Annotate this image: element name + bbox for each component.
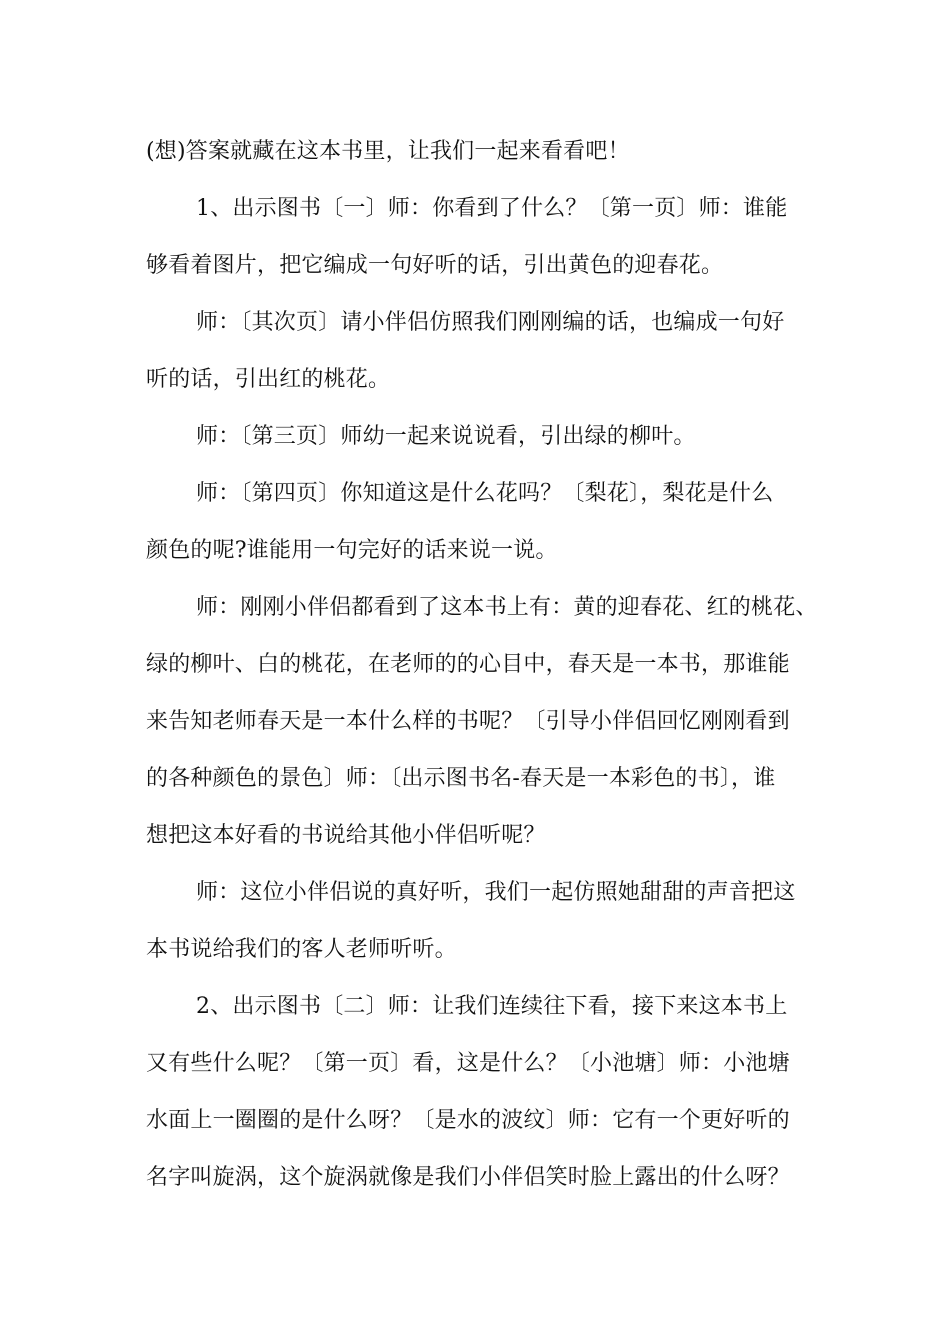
text-line: 本书说给我们的客人老师听听。 — [146, 937, 457, 962]
text-line: 又有些什么呢？〔第一页〕看，这是什么？〔小池塘〕师：小池塘 — [146, 1051, 790, 1076]
text-line: 师：〔其次页〕请小伴侣仿照我们刚刚编的话，也编成一句好 — [196, 310, 785, 335]
text-line: 想把这本好看的书说给其他小伴侣听呢？ — [146, 823, 546, 848]
text-line: 的各种颜色的景色〕师：〔出示图书名-春天是一本彩色的书〕，谁 — [146, 766, 776, 791]
text-line: 够看着图片，把它编成一句好听的话，引出黄色的迎春花。 — [146, 253, 724, 278]
text-line: 师：刚刚小伴侣都看到了这本书上有：黄的迎春花、红的桃花、 — [196, 595, 818, 620]
text-line: 绿的柳叶、白的桃花，在老师的的心目中，春天是一本书，那谁能 — [146, 652, 790, 677]
text-line: 师：〔第四页〕你知道这是什么花吗？〔梨花〕，梨花是什么 — [196, 481, 774, 506]
text-line: 听的话，引出红的桃花。 — [146, 367, 391, 392]
text-line: (想)答案就藏在这本书里，让我们一起来看看吧！ — [146, 139, 630, 164]
text-line: 师：〔第三页〕师幼一起来说说看，引出绿的柳叶。 — [196, 424, 696, 449]
text-line: 名字叫旋涡，这个旋涡就像是我们小伴侣笑时脸上露出的什么呀？ — [146, 1165, 790, 1190]
text-line: 1、出示图书〔一〕师：你看到了什么？〔第一页〕师：谁能 — [196, 196, 788, 221]
text-line: 2、出示图书〔二〕师：让我们连续往下看，接下来这本书上 — [196, 994, 788, 1019]
text-line: 师：这位小伴侣说的真好听，我们一起仿照她甜甜的声音把这 — [196, 880, 796, 905]
text-line: 来告知老师春天是一本什么样的书呢？〔引导小伴侣回忆刚刚看到 — [146, 709, 790, 734]
text-line: 水面上一圈圈的是什么呀？〔是水的波纹〕师：它有一个更好听的 — [146, 1108, 790, 1133]
text-line: 颜色的呢?谁能用一句完好的话来说一说。 — [146, 538, 558, 563]
